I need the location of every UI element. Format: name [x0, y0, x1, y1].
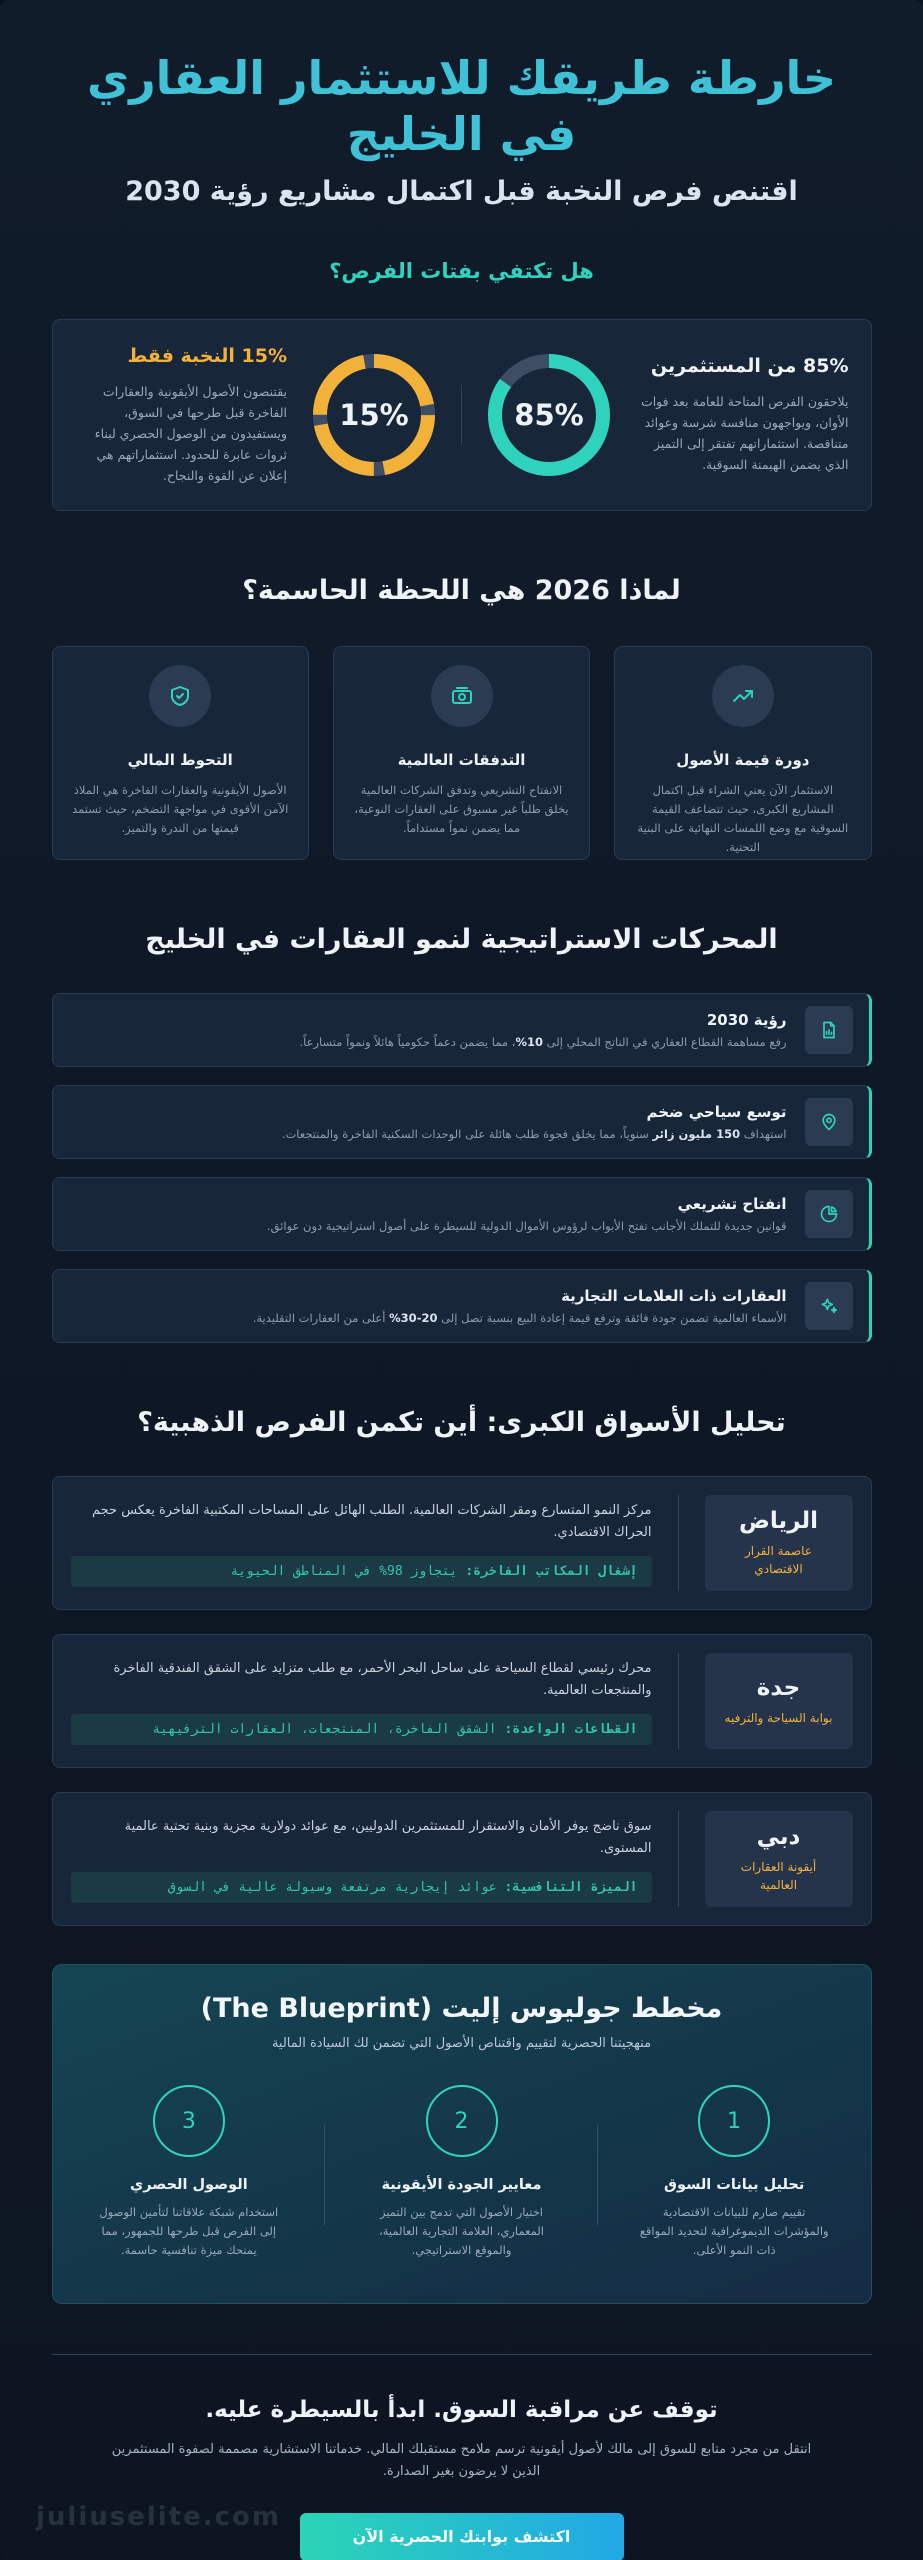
market-divider: [678, 1495, 679, 1591]
market-text: محرك رئيسي لقطاع السياحة على ساحل البحر الأحمر، مع طلب متزايد على الشقق الفندقية الفاخرة والمنتجعات العالمية.: [113, 1660, 652, 1698]
city-tag: عاصمة القرار الاقتصادي: [744, 1544, 812, 1576]
driver-title: رؤية 2030: [706, 1011, 787, 1029]
drivers-list: [52, 993, 872, 1343]
market-card-dubai: [52, 1792, 872, 1926]
step-number: 1: [698, 2085, 770, 2157]
driver-title: انفتاح تشريعي: [677, 1195, 787, 1213]
city-name: دبي: [756, 1824, 801, 1850]
market-text: سوق ناضج يوفر الأمان والاستقرار للمستثمرين الدوليين، مع عوائد دولارية مجزية وبنية تحتية عالمية المستوى.: [124, 1818, 652, 1856]
city-name: جدة: [756, 1675, 801, 1701]
driver-item: [52, 993, 872, 1067]
why-card: [333, 646, 590, 860]
blueprint-step: [52, 2085, 325, 2260]
stat-elite-title: 15% النخبة فقط: [127, 344, 287, 367]
city-badge: [705, 1653, 853, 1749]
donut-chart-majority: [484, 350, 614, 480]
step-text: تقييم صارم للبيانات الاقتصادية والمؤشرات الديموغرافية لتحديد المواقع ذات النمو الأعلى.: [639, 2205, 829, 2257]
hero-title: [52, 50, 872, 162]
hero: [52, 0, 872, 207]
driver-item: [52, 1085, 872, 1159]
hero-subtitle: اقتنص فرص النخبة قبل اكتمال مشاريع رؤية 2030: [125, 176, 798, 207]
driver-title: توسع سياحي ضخم: [646, 1103, 787, 1121]
stats-panel: [52, 319, 872, 511]
stat-majority: [484, 350, 849, 480]
market-text: مركز النمو المتسارع ومقر الشركات العالمية. الطلب الهائل على المساحات المكتبية الفاخرة يعكس حجم الحراك الاقتصادي.: [91, 1502, 652, 1540]
market-highlight: إشغال المكاتب الفاخرة: يتجاوز 98% في المناطق الحيوية: [71, 1556, 652, 1587]
cash-icon: [431, 665, 493, 727]
step-title: معايير الجودة الأيقونية: [381, 2177, 542, 2193]
market-card-riyadh: [52, 1476, 872, 1610]
stat-majority-title: 85% من المستثمرين: [650, 355, 849, 377]
stat-elite: [75, 345, 440, 486]
document-chart-icon: [805, 1006, 853, 1054]
stat-elite-text: يقتنصون الأصول الأيقونية والعقارات الفاخرة قبل طرحها في السوق، ويستفيدون من الوصول الحصري لبناء ثروات عابرة للحدود. استثماراتهم هي إعلان عن القوة والنجاح.: [94, 383, 287, 483]
blueprint-steps: [53, 2085, 871, 2260]
pie-chart-icon: [805, 1190, 853, 1238]
city-name: الرياض: [738, 1508, 819, 1534]
sparkles-icon: [805, 1282, 853, 1330]
blueprint-subtitle: منهجيتنا الحصرية لتقييم واقتناص الأصول التي تضمن لك السيادة المالية: [271, 2036, 652, 2051]
market-highlight: القطاعات الواعدة: الشقق الفاخرة، المنتجعات، العقارات الترفيهية: [71, 1714, 652, 1745]
why-card: [614, 646, 871, 860]
section-divider: [52, 2354, 872, 2355]
blueprint-title: مخطط جوليوس إليت (The Blueprint): [200, 1993, 723, 2024]
driver-item: [52, 1177, 872, 1251]
city-badge: [705, 1811, 853, 1907]
trending-up-icon: [712, 665, 774, 727]
blueprint-panel: [52, 1964, 872, 2304]
drivers-title: المحركات الاستراتيجية لنمو العقارات في الخليج: [145, 924, 778, 955]
step-title: تحليل بيانات السوق: [664, 2177, 805, 2193]
donut-chart-elite: [309, 350, 439, 480]
elite-question: هل تكتفي بفتات الفرص؟: [329, 259, 594, 283]
donut-label-majority: 85%: [514, 398, 584, 432]
driver-text: رفع مساهمة القطاع العقاري في الناتج المحلي إلى 10%، مما يضمن دعماً حكومياً هائلاً ونمواً متسارعاً.: [299, 1035, 787, 1049]
market-divider: [678, 1653, 679, 1749]
driver-title: العقارات ذات العلامات التجارية: [561, 1287, 787, 1305]
blueprint-step: [598, 2085, 871, 2260]
why-card-text: الأصول الأيقونية والعقارات الفاخرة هي الملاذ الآمن الأقوى في مواجهة التضخم، حيث تستمد قيمتها من الندرة والتميز.: [72, 783, 289, 835]
market-divider: [678, 1811, 679, 1907]
city-badge: [705, 1495, 853, 1591]
hero-title-line2: في الخليج: [346, 107, 577, 161]
why-card-title: دورة قيمة الأصول: [676, 751, 810, 769]
step-number: 3: [153, 2085, 225, 2157]
step-number: 2: [426, 2085, 498, 2157]
why-card: [52, 646, 309, 860]
stat-majority-text: يلاحقون الفرص المتاحة للعامة بعد فوات الأوان، ويواجهون منافسة شرسة وعوائد متناقصة. استثماراتهم تفتقر إلى التميز الذي يضمن الهيمنة السوقية.: [640, 394, 849, 472]
step-title: الوصول الحصري: [129, 2177, 248, 2193]
blueprint-step: [325, 2085, 598, 2260]
driver-text: قوانين جديدة للتملك الأجانب تفتح الأبواب لرؤوس الأموال الدولية للسيطرة على أصول استراتيجية دون عوائق.: [266, 1219, 787, 1233]
why-card-title: التحوط المالي: [127, 751, 233, 769]
markets-title: تحليل الأسواق الكبرى: أين تكمن الفرص الذهبية؟: [137, 1407, 786, 1438]
city-tag: أيقونة العقارات العالمية: [740, 1860, 817, 1892]
cta-text: انتقل من مجرد متابع للسوق إلى مالك لأصول أيقونية ترسم ملامح مستقبلك المالي. خدماتنا الاستشارية مصممة لصفوة المستثمرين الذين لا يرضون بغير الصدارة.: [111, 2442, 812, 2479]
hero-title-line1: خارطة طريقك للاستثمار العقاري: [87, 51, 836, 105]
donut-label-elite: 15%: [339, 398, 409, 432]
why-card-text: الانفتاح التشريعي وتدفق الشركات العالمية يخلق طلباً غير مسبوق على العقارات النوعية، مما يضمن نمواً مستداماً.: [354, 783, 569, 835]
why-title: لماذا 2026 هي اللحظة الحاسمة؟: [242, 575, 681, 606]
market-card-jeddah: [52, 1634, 872, 1768]
why-card-title: التدفقات العالمية: [397, 751, 526, 769]
driver-item: [52, 1269, 872, 1343]
city-tag: بوابة السياحة والترفيه: [724, 1711, 833, 1725]
step-text: استخدام شبكة علاقاتنا لتأمين الوصول إلى الفرص قبل طرحها للجمهور، مما يمنحك ميزة تنافسية حاسمة.: [99, 2205, 279, 2257]
why-card-text: الاستثمار الآن يعني الشراء قبل اكتمال المشاريع الكبرى، حيث تتضاعف القيمة السوقية مع وضع اللمسات النهائية على البنية التحتية.: [637, 783, 849, 854]
driver-text: الأسماء العالمية تضمن جودة فائقة وترفع قيمة إعادة البيع بنسبة تصل إلى 20-30% أعلى من العقارات التقليدية.: [252, 1311, 787, 1325]
watermark: juliuselite.com: [36, 2502, 281, 2532]
driver-text: استهداف 150 مليون زائر سنوياً، مما يخلق فجوة طلب هائلة على الوحدات السكنية الفاخرة والمنتجعات.: [281, 1127, 787, 1141]
cta-button[interactable]: اكتشف بوابتك الحصرية الآن: [300, 2513, 624, 2560]
shield-check-icon: [149, 665, 211, 727]
why-cards: [52, 646, 872, 860]
stat-divider: [461, 385, 462, 445]
cta-title: توقف عن مراقبة السوق. ابدأ بالسيطرة عليه.: [205, 2397, 718, 2423]
step-text: اختيار الأصول التي تدمج بين التميز المعماري، العلامة التجارية العالمية، والموقع الاستراتيجي.: [379, 2205, 544, 2257]
market-highlight: الميزة التنافسية: عوائد إيجارية مرتفعة وسيولة عالية في السوق: [71, 1872, 652, 1903]
location-pin-icon: [805, 1098, 853, 1146]
cta-section: [52, 2397, 872, 2560]
markets-list: [52, 1476, 872, 1926]
